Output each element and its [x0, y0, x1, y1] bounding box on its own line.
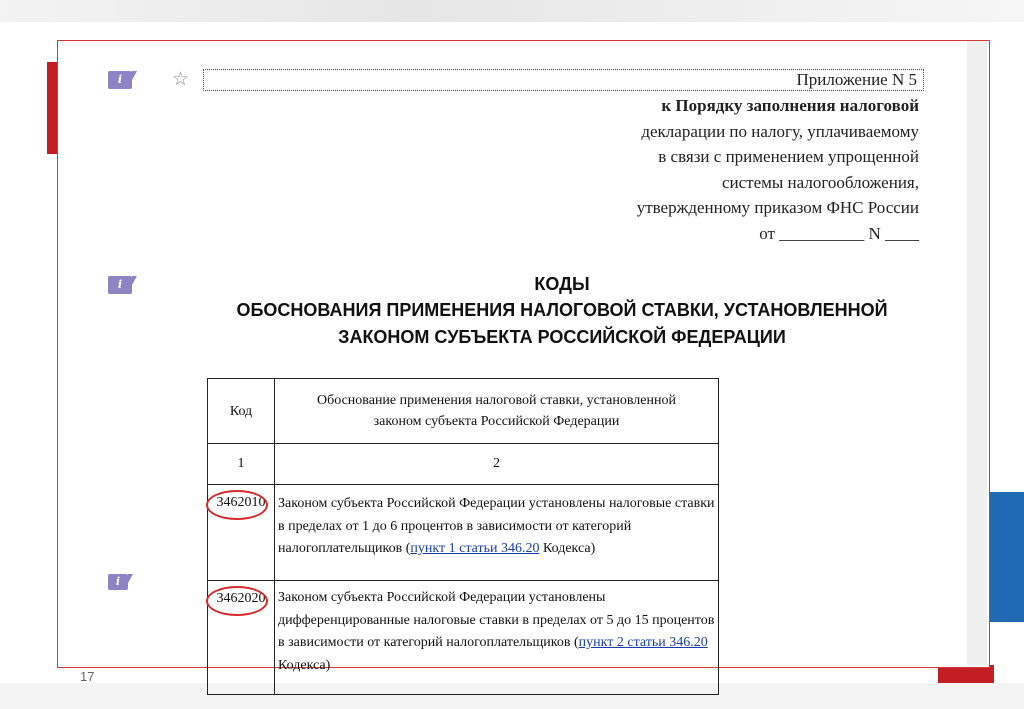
- law-link[interactable]: пункт 2 статьи 346.20: [578, 635, 708, 650]
- slide-top-band: [0, 0, 1024, 22]
- description-text: Кодекса): [539, 541, 596, 556]
- highlight-circle: [206, 586, 268, 616]
- note-comment-icon[interactable]: i: [108, 71, 132, 89]
- note-comment-icon[interactable]: i: [108, 276, 132, 294]
- description-cell: [275, 581, 719, 695]
- description-text: Законом субъекта Российской Федерации установлены дифференцированные налоговые ставки в пределах от 5 до 15 процентов в зависимости от категорий налогоплательщиков (: [278, 590, 715, 650]
- note-comment-icon[interactable]: i: [108, 574, 128, 590]
- law-link[interactable]: пункт 1 статьи 346.20: [410, 541, 540, 556]
- slide-left-red-bar: [47, 62, 57, 154]
- star-icon[interactable]: ☆: [172, 68, 190, 90]
- document-title: КОДЫ: [534, 274, 590, 294]
- code-cell: [208, 581, 275, 695]
- table-header-row: [208, 379, 719, 444]
- header-line: от __________ N ____: [759, 224, 919, 243]
- slide-right-blue-bar: [987, 492, 1024, 622]
- table-col-number: 1: [208, 444, 275, 485]
- document-title: ЗАКОНОМ СУБЪЕКТА РОССИЙСКОЙ ФЕДЕРАЦИИ: [338, 327, 786, 347]
- header-line: к Порядку заполнения налоговой: [661, 96, 919, 115]
- table-row: [208, 485, 719, 581]
- header-line: утвержденному приказом ФНС России: [636, 198, 919, 217]
- document-title: ОБОСНОВАНИЯ ПРИМЕНЕНИЯ НАЛОГОВОЙ СТАВКИ, УСТАНОВЛЕННОЙ: [236, 300, 888, 320]
- code-value: 3462010: [216, 495, 266, 510]
- header-line: декларации по налогу, уплачиваемому: [641, 122, 919, 141]
- code-cell: [208, 485, 275, 581]
- header-line: в связи с применением упрощенной: [658, 147, 919, 166]
- table-header-code: Код: [208, 379, 275, 444]
- document-scroll-edge[interactable]: [967, 41, 987, 665]
- highlight-circle: [206, 490, 268, 520]
- table-row: [208, 581, 719, 695]
- codes-table: [207, 378, 719, 695]
- header-line: системы налогообложения,: [721, 173, 919, 192]
- slide-number: 17: [80, 669, 95, 684]
- description-text: Кодекса): [278, 657, 331, 673]
- table-col-number: 2: [275, 444, 719, 485]
- header-line: Приложение N 5: [796, 70, 917, 89]
- table-number-row: [208, 444, 719, 485]
- description-text: Законом субъекта Российской Федерации установлены налоговые ставки в пределах от 1 до 6 процентов в зависимости от категорий налогоплательщиков (: [278, 496, 715, 556]
- table-header-description: Обоснование применения налоговой ставки, установленной законом субъекта Российской Федерации: [275, 379, 719, 444]
- description-cell: [275, 485, 719, 581]
- code-value: 3462020: [216, 591, 266, 606]
